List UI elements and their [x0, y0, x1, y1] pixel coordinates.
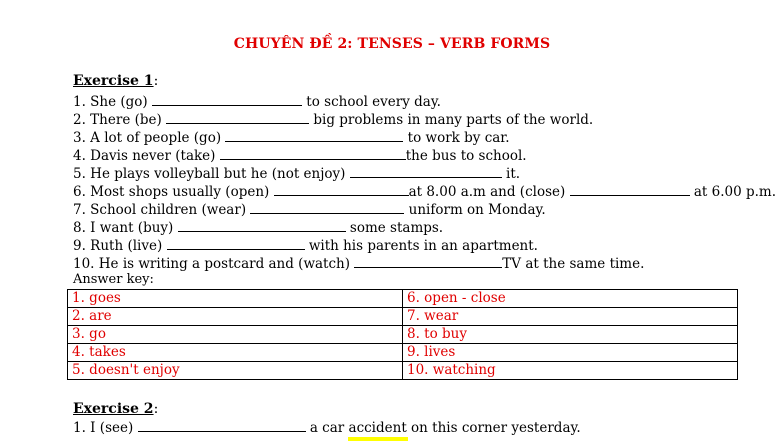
item-rest: with his parents in an apartment.: [304, 238, 538, 254]
answer-cell: 2. are: [68, 308, 403, 326]
answer-blank[interactable]: [220, 147, 406, 160]
answer-cell: 1. goes: [68, 290, 403, 308]
answer-blank[interactable]: [167, 237, 305, 250]
exercise-1-item-10: [73, 255, 644, 272]
answer-blank[interactable]: [225, 129, 403, 142]
item-prompt: 9. Ruth (live): [73, 238, 167, 254]
item-prompt: 4. Davis never (take): [73, 148, 220, 164]
item-rest: a car accident on this corner yesterday.: [305, 420, 581, 436]
answer-blank[interactable]: [250, 201, 404, 214]
answer-cell: 10. watching: [403, 362, 738, 380]
answer-cell: 4. takes: [68, 344, 403, 362]
exercise-1-heading-colon: :: [153, 73, 159, 89]
item-prompt: 2. There (be): [73, 112, 167, 128]
exercise-1-item-7: [73, 201, 546, 218]
exercise-1-item-2: [73, 111, 593, 128]
item-rest: to work by car.: [403, 130, 510, 146]
exercise-1-item-9: [73, 237, 538, 254]
item-rest: big problems in many parts of the world.: [309, 112, 594, 128]
answer-key-label: Answer key:: [73, 272, 154, 287]
item-middle: at 8.00 a.m and (close): [408, 184, 570, 200]
answer-key-table: [67, 289, 738, 380]
answer-cell: 6. open - close: [403, 290, 738, 308]
highlight-mark: [348, 437, 408, 441]
answer-blank[interactable]: [138, 419, 306, 432]
answer-blank[interactable]: [570, 183, 690, 196]
answer-cell: 3. go: [68, 326, 403, 344]
answer-cell: 9. lives: [403, 344, 738, 362]
exercise-1-item-1: [73, 93, 441, 110]
table-row: [68, 362, 738, 380]
exercise-1-item-3: [73, 129, 510, 146]
item-rest: it.: [501, 166, 521, 182]
item-rest: at 6.00 p.m.: [689, 184, 776, 200]
exercise-2-heading-colon: :: [153, 401, 159, 417]
item-prompt: 1. She (go): [73, 94, 152, 110]
answer-cell: 7. wear: [403, 308, 738, 326]
document-title: CHUYÊN ĐỀ 2: TENSES – VERB FORMS: [233, 36, 551, 52]
table-row: [68, 308, 738, 326]
exercise-1-heading: [73, 73, 158, 89]
answer-cell: 5. doesn't enjoy: [68, 362, 403, 380]
exercise-1-heading-text: Exercise 1: [73, 73, 154, 89]
exercise-2-heading-text: Exercise 2: [73, 401, 154, 417]
exercise-1-item-6: [73, 183, 776, 200]
table-row: [68, 326, 738, 344]
item-rest: to school every day.: [302, 94, 441, 110]
exercise-1-item-8: [73, 219, 443, 236]
answer-blank[interactable]: [178, 219, 346, 232]
answer-cell: 8. to buy: [403, 326, 738, 344]
answer-blank[interactable]: [166, 111, 309, 124]
item-rest: the bus to school.: [405, 148, 527, 164]
answer-blank[interactable]: [274, 183, 409, 196]
item-prompt: 7. School children (wear): [73, 202, 251, 218]
item-prompt: 5. He plays volleyball but he (not enjoy): [73, 166, 350, 182]
exercise-2-item-1: [73, 419, 581, 436]
answer-blank[interactable]: [152, 93, 302, 106]
item-rest: uniform on Monday.: [404, 202, 546, 218]
answer-blank[interactable]: [354, 255, 502, 268]
table-row: [68, 344, 738, 362]
item-rest: some stamps.: [345, 220, 444, 236]
item-prompt: 3. A lot of people (go): [73, 130, 226, 146]
exercise-1-item-4: [73, 147, 527, 164]
table-row: [68, 290, 738, 308]
exercise-1-item-5: [73, 165, 520, 182]
item-prompt: 1. I (see): [73, 420, 138, 436]
answer-blank[interactable]: [350, 165, 502, 178]
item-prompt: 6. Most shops usually (open): [73, 184, 274, 200]
exercise-2-heading: [73, 401, 158, 417]
item-prompt: 8. I want (buy): [73, 220, 178, 236]
item-rest: TV at the same time.: [502, 256, 645, 272]
item-prompt: 10. He is writing a postcard and (watch): [73, 256, 355, 272]
